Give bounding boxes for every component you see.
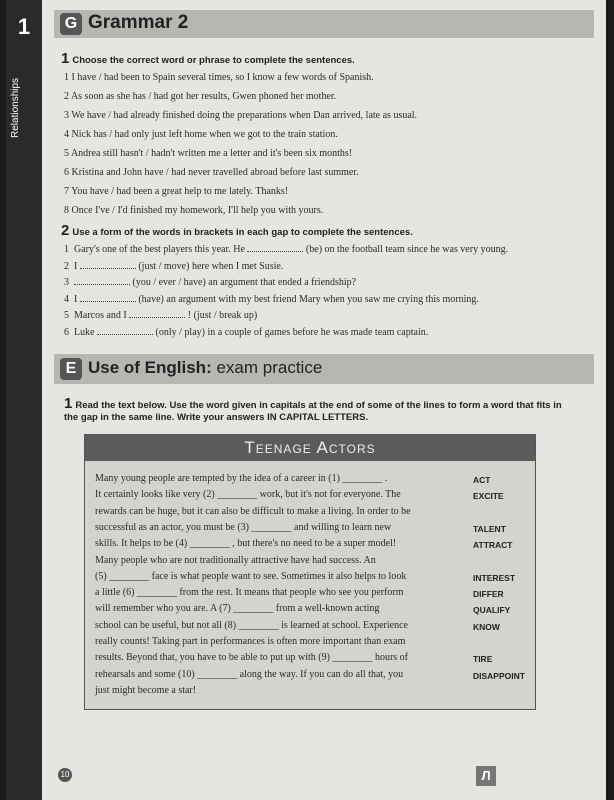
unit-label: Relationships <box>10 77 21 139</box>
text-line: a little (6) ________ from the rest. It means that people who see you perform <box>95 587 404 599</box>
ex-number: 2 <box>61 222 70 239</box>
unit-number: 1 <box>17 14 31 39</box>
list-item: 6 Kristina and John have / had never travelled abroad before last summer. <box>64 167 359 178</box>
list-item: 3 We have / had already finished doing the preparations when Dan arrived, late as usual. <box>64 110 418 121</box>
use-of-english-title: Use of English: exam practice <box>88 358 323 377</box>
grammar-header <box>54 10 594 38</box>
page-number: 10 <box>58 768 72 782</box>
text-line: successful as an actor, you must be (3) ________ and willing to learn new <box>95 521 392 533</box>
keyword: ACT <box>473 475 491 485</box>
list-item: 1 I have / had been to Spain several times, so I know a few words of Spanish. <box>64 72 374 83</box>
list-item: 6 Luke (only / play) in a couple of games before he was made team captain. <box>64 326 429 338</box>
use-of-english-badge: E <box>60 358 82 380</box>
grammar-badge: G <box>60 13 82 35</box>
answer-gap[interactable] <box>74 275 130 285</box>
grammar-ex2-heading <box>61 222 413 239</box>
list-item: 2 As soon as she has / had got her results, Gwen phoned her mother. <box>64 91 337 102</box>
text-line: It certainly looks like very (2) ________ work, but it's not for everyone. The <box>95 489 401 501</box>
text-line: really counts! Taking part in performances is often more important than exam <box>95 636 406 647</box>
keyword: KNOW <box>473 621 500 632</box>
text-line: skills. It helps to be (4) ________ , but there's no need to be a super model! <box>95 538 397 550</box>
text-line: results. Beyond that, you have to be able to put up with (9) ________ hours of <box>95 652 409 664</box>
list-item: 5 Andrea still hasn't / hadn't written me a letter and it's been six months! <box>64 148 353 159</box>
keyword: INTEREST <box>473 572 516 583</box>
list-item: 3 (you / ever / have) an argument that ended a friendship? <box>64 277 357 288</box>
list-item: 4 Nick has / had only just left home when we got to the train station. <box>64 129 338 140</box>
grammar-ex1-heading <box>61 50 355 67</box>
answer-gap[interactable] <box>80 292 136 302</box>
list-item: 1 Gary's one of the best players this year. He (be) on the football team since he was very young. <box>64 244 509 255</box>
keyword: ATTRACT <box>473 540 513 551</box>
text-line: rehearsals and some (10) ________ along the way. If you can do all that, you <box>95 668 404 680</box>
text-line: Many people who are not traditionally attractive have had success. An <box>95 554 376 566</box>
keyword: DIFFER <box>473 589 504 600</box>
publisher-logo-icon: Л <box>476 766 496 786</box>
text-line: school can be useful, but not all (8) ________ is learned at school. Experience <box>95 619 408 631</box>
grammar-title: Grammar 2 <box>88 12 189 33</box>
list-item: 7 You have / had been a great help to me lately. Thanks! <box>64 186 289 197</box>
answer-gap[interactable] <box>80 259 136 269</box>
uoe-instruction: 1 Read the text below. Use the word given in capitals at the end of some of the lines to form a word that fits in the gap in the same line. Write your answers IN CAPITAL LETTERS. <box>64 395 562 423</box>
ex-title: Choose the correct word or phrase to complete the sentences. <box>72 55 355 66</box>
ex-number: 1 <box>61 50 70 67</box>
answer-gap[interactable] <box>97 325 153 335</box>
workbook-page <box>6 0 606 800</box>
list-item: 2 I (just / move) here when I met Susie. <box>64 260 284 272</box>
teenage-actors-box <box>84 434 536 710</box>
list-item: 8 Once I've / I'd finished my homework, I'll help you with yours. <box>64 205 324 216</box>
text-line: (5) ________ face is what people want to see. Sometimes it also helps to look <box>95 570 407 582</box>
keyword: TIRE <box>473 654 493 665</box>
unit-sidebar <box>6 0 42 800</box>
text-line: just might become a star! <box>95 684 197 696</box>
answer-gap[interactable] <box>129 308 185 318</box>
keyword: EXCITE <box>473 491 504 502</box>
use-of-english-header <box>54 354 594 384</box>
keyword: TALENT <box>473 523 506 534</box>
ex-title: Use a form of the words in brackets in each gap to complete the sentences. <box>72 227 413 238</box>
text-line: will remember who you are. A (7) ________ from a well-known acting <box>95 603 380 615</box>
box-title: Teenage Actors <box>85 435 535 461</box>
ex-number: 1 <box>64 395 73 412</box>
text-line: Many young people are tempted by the idea of a career in (1) ________ . <box>95 473 388 484</box>
keyword: QUALIFY <box>473 605 511 616</box>
answer-gap[interactable] <box>247 242 303 252</box>
list-item: 4 I (have) an argument with my best friend Mary when you saw me crying this morning. <box>64 293 479 305</box>
keyword: DISAPPOINT <box>473 670 525 681</box>
list-item: 5 Marcos and I ! (just / break up) <box>64 310 258 321</box>
text-line: rewards can be huge, but it can also be difficult to make a living. In order to be <box>95 505 411 517</box>
